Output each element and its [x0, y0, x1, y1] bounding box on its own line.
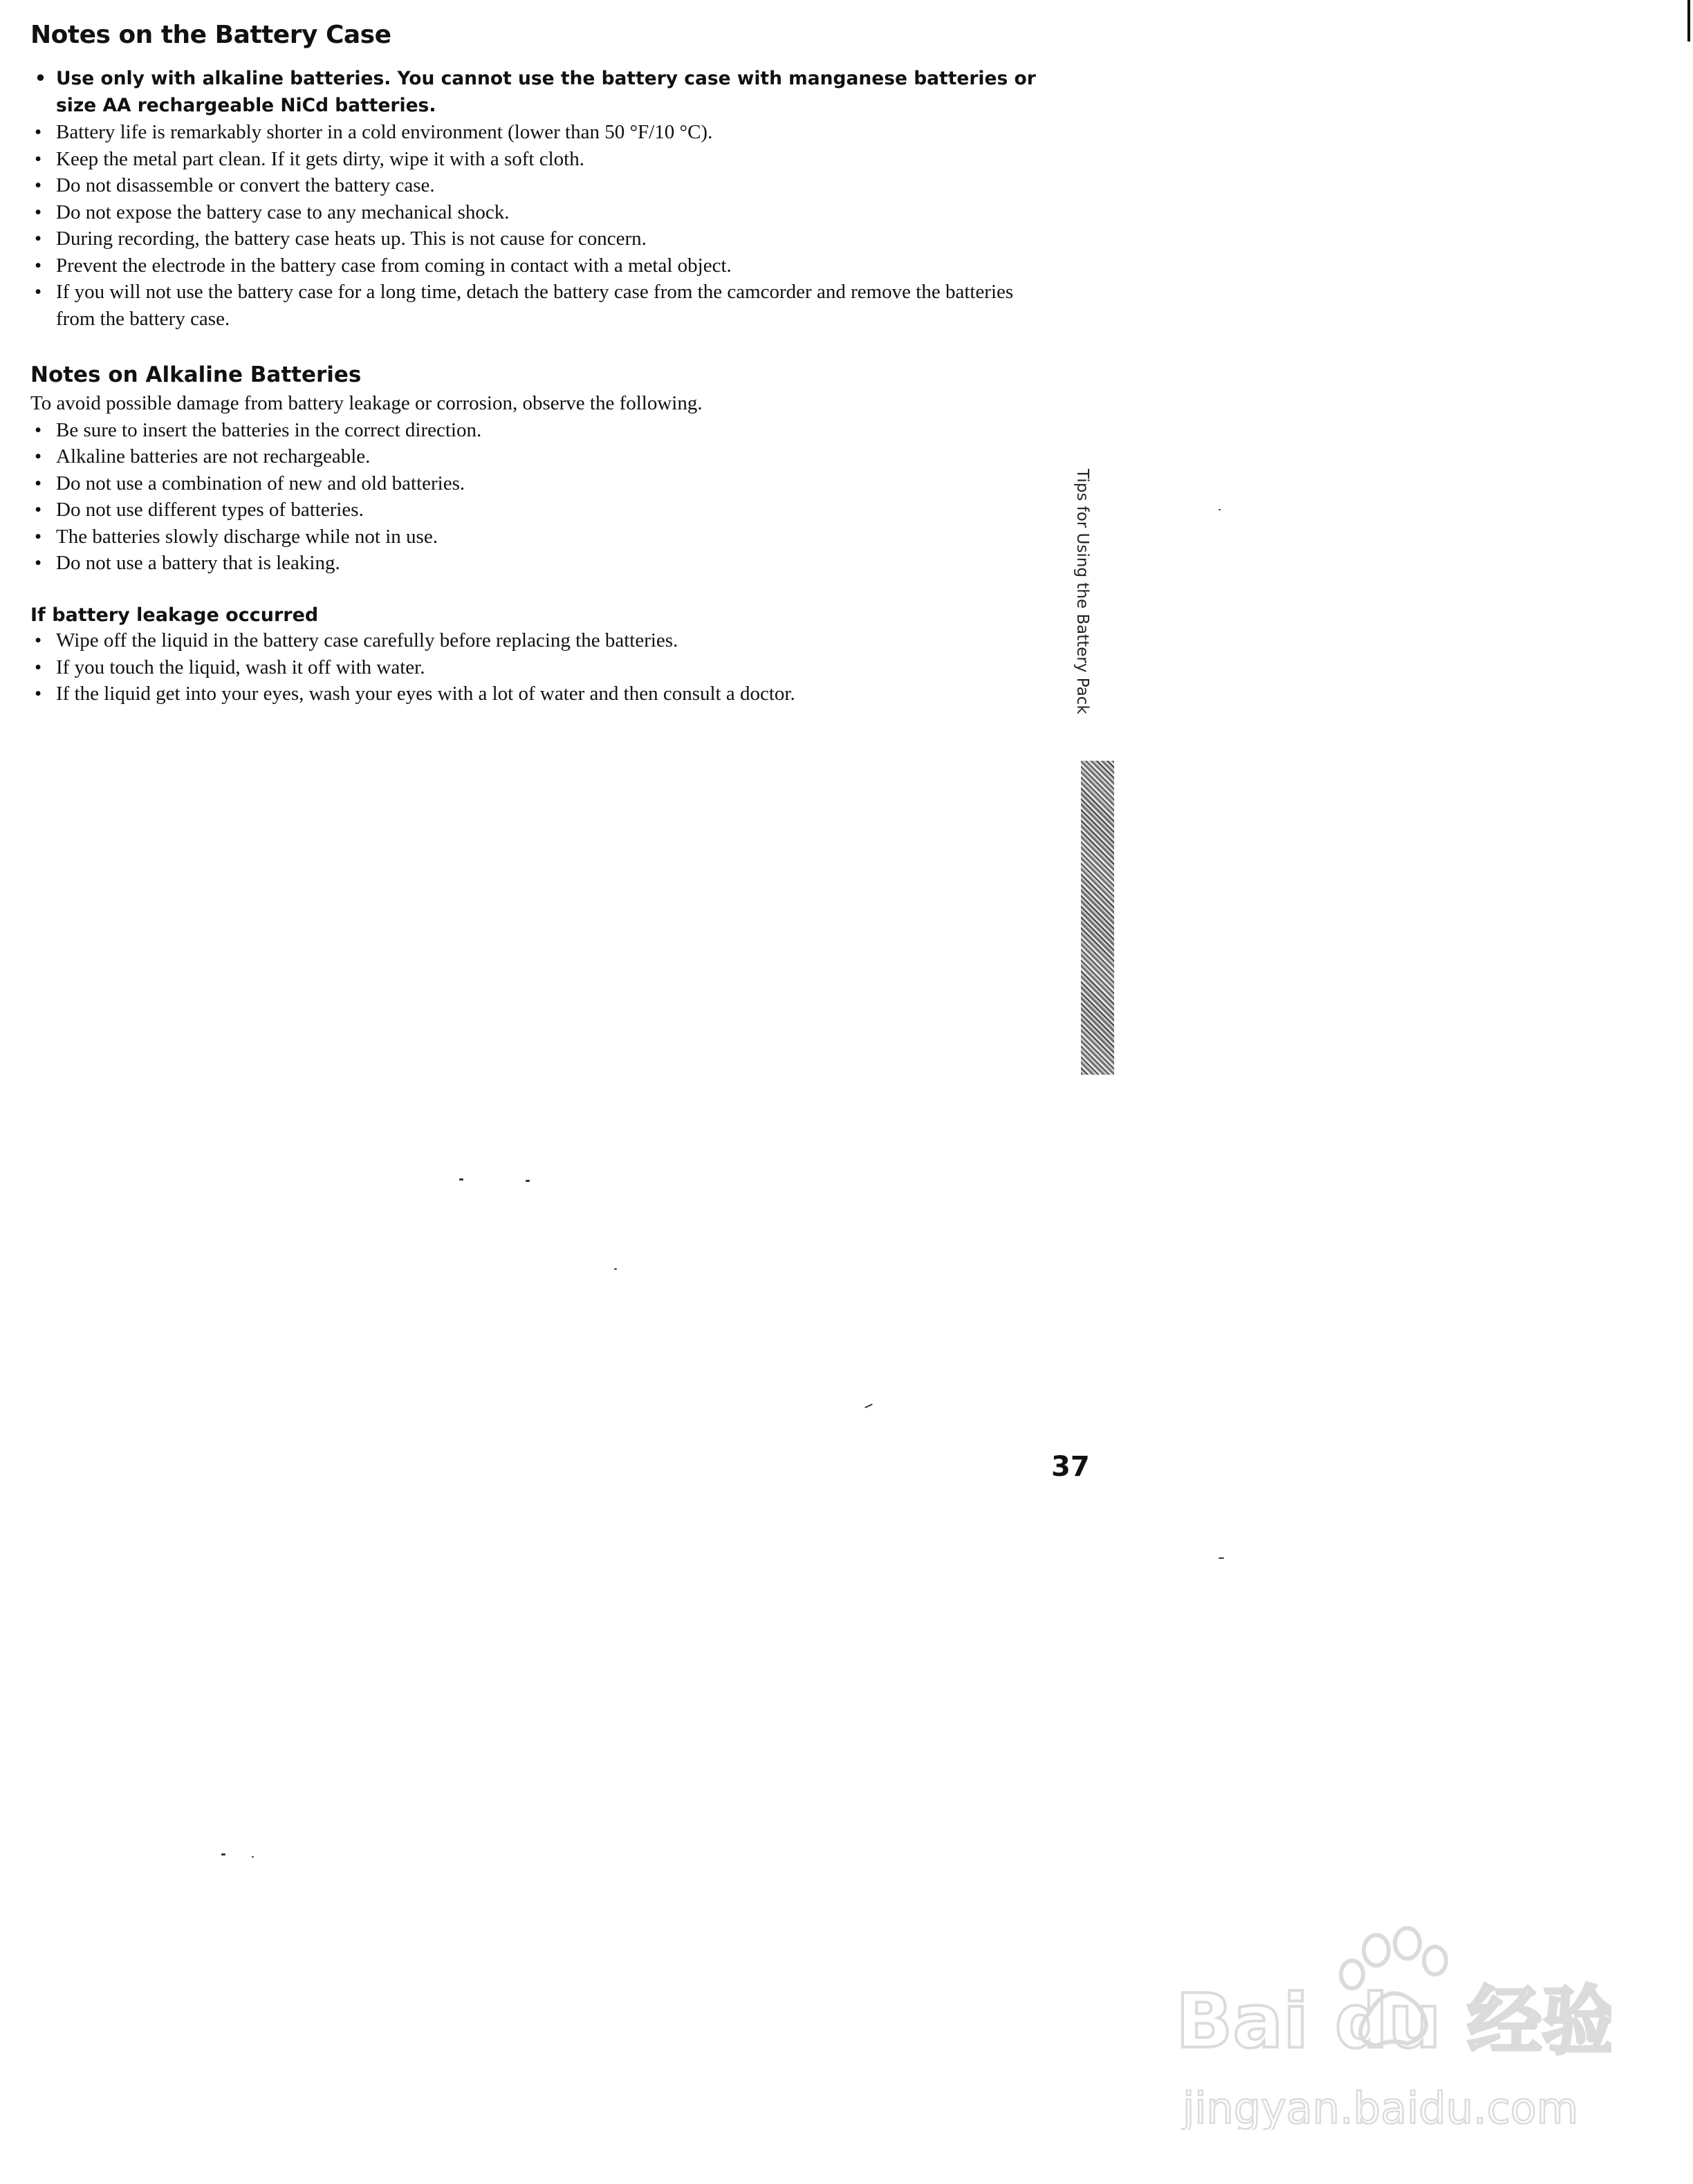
list-item: • Keep the metal part clean. If it gets dirty, wipe it with a soft cloth.: [30, 146, 1054, 173]
scan-speck: [1219, 1557, 1224, 1559]
watermark-url: jingyan.baidu.com: [1183, 2083, 1579, 2130]
battery-case-section: [30, 21, 1054, 332]
baidu-watermark: [1169, 1923, 1611, 2130]
list-item: • Be sure to insert the batteries in the correct direction.: [30, 417, 1054, 444]
leakage-section: [30, 604, 1054, 707]
list-item: • Do not disassemble or convert the battery case.: [30, 172, 1054, 199]
scan-speck: [1219, 509, 1221, 510]
battery-case-list: [30, 119, 1054, 332]
battery-case-heading: Notes on the Battery Case: [30, 21, 391, 49]
list-item: • If you touch the liquid, wash it off with water.: [30, 654, 1054, 681]
leakage-heading: If battery leakage occurred: [30, 604, 319, 626]
alkaline-list: [30, 417, 1054, 577]
list-item: • If the liquid get into your eyes, wash your eyes with a lot of water and then consult a doctor.: [30, 681, 1054, 707]
list-item: • Do not use a battery that is leaking.: [30, 550, 1054, 577]
list-item: • Use only with alkaline batteries. You cannot use the battery case with manganese batteries or size AA rechargeable NiCd batteries.: [30, 66, 1054, 119]
scan-speck: [864, 1404, 873, 1409]
list-item: • The batteries slowly discharge while not in use.: [30, 524, 1054, 550]
page-edge-mark: [1687, 0, 1690, 41]
alkaline-intro: To avoid possible damage from battery leakage or corrosion, observe the following.: [30, 392, 703, 414]
alkaline-heading: Notes on Alkaline Batteries: [30, 362, 362, 387]
list-item: • Prevent the electrode in the battery case from coming in contact with a metal object.: [30, 252, 1054, 279]
battery-case-bold-list: [30, 66, 1054, 119]
list-item: • Battery life is remarkably shorter in a cold environment (lower than 50 °F/10 °C).: [30, 119, 1054, 146]
watermark-brand: Bai du 经验: [1176, 1979, 1611, 2065]
leakage-list: [30, 627, 1054, 707]
scan-speck: [459, 1178, 463, 1181]
list-item: • Wipe off the liquid in the battery case carefully before replacing the batteries.: [30, 627, 1054, 654]
list-item: • During recording, the battery case heats up. This is not cause for concern.: [30, 225, 1054, 252]
side-tab-label: Tips for Using the Battery Pack: [1073, 469, 1091, 714]
page-number: 37: [1051, 1451, 1090, 1483]
list-item: • If you will not use the battery case for a long time, detach the battery case from the camcorder and remove the batteries from the battery case.: [30, 279, 1054, 332]
scan-speck: [614, 1268, 617, 1270]
list-item: • Do not expose the battery case to any mechanical shock.: [30, 199, 1054, 226]
side-tab-marker: [1081, 761, 1114, 1075]
paw-logo-icon: [1169, 1923, 1611, 2130]
list-item: • Do not use a combination of new and old batteries.: [30, 470, 1054, 497]
list-item: • Do not use different types of batteries.: [30, 497, 1054, 524]
scan-speck: [526, 1180, 530, 1182]
scan-speck: [252, 1856, 254, 1858]
list-item: • Alkaline batteries are not rechargeable.: [30, 443, 1054, 470]
alkaline-section: [30, 362, 1054, 577]
scan-speck: [221, 1853, 225, 1856]
